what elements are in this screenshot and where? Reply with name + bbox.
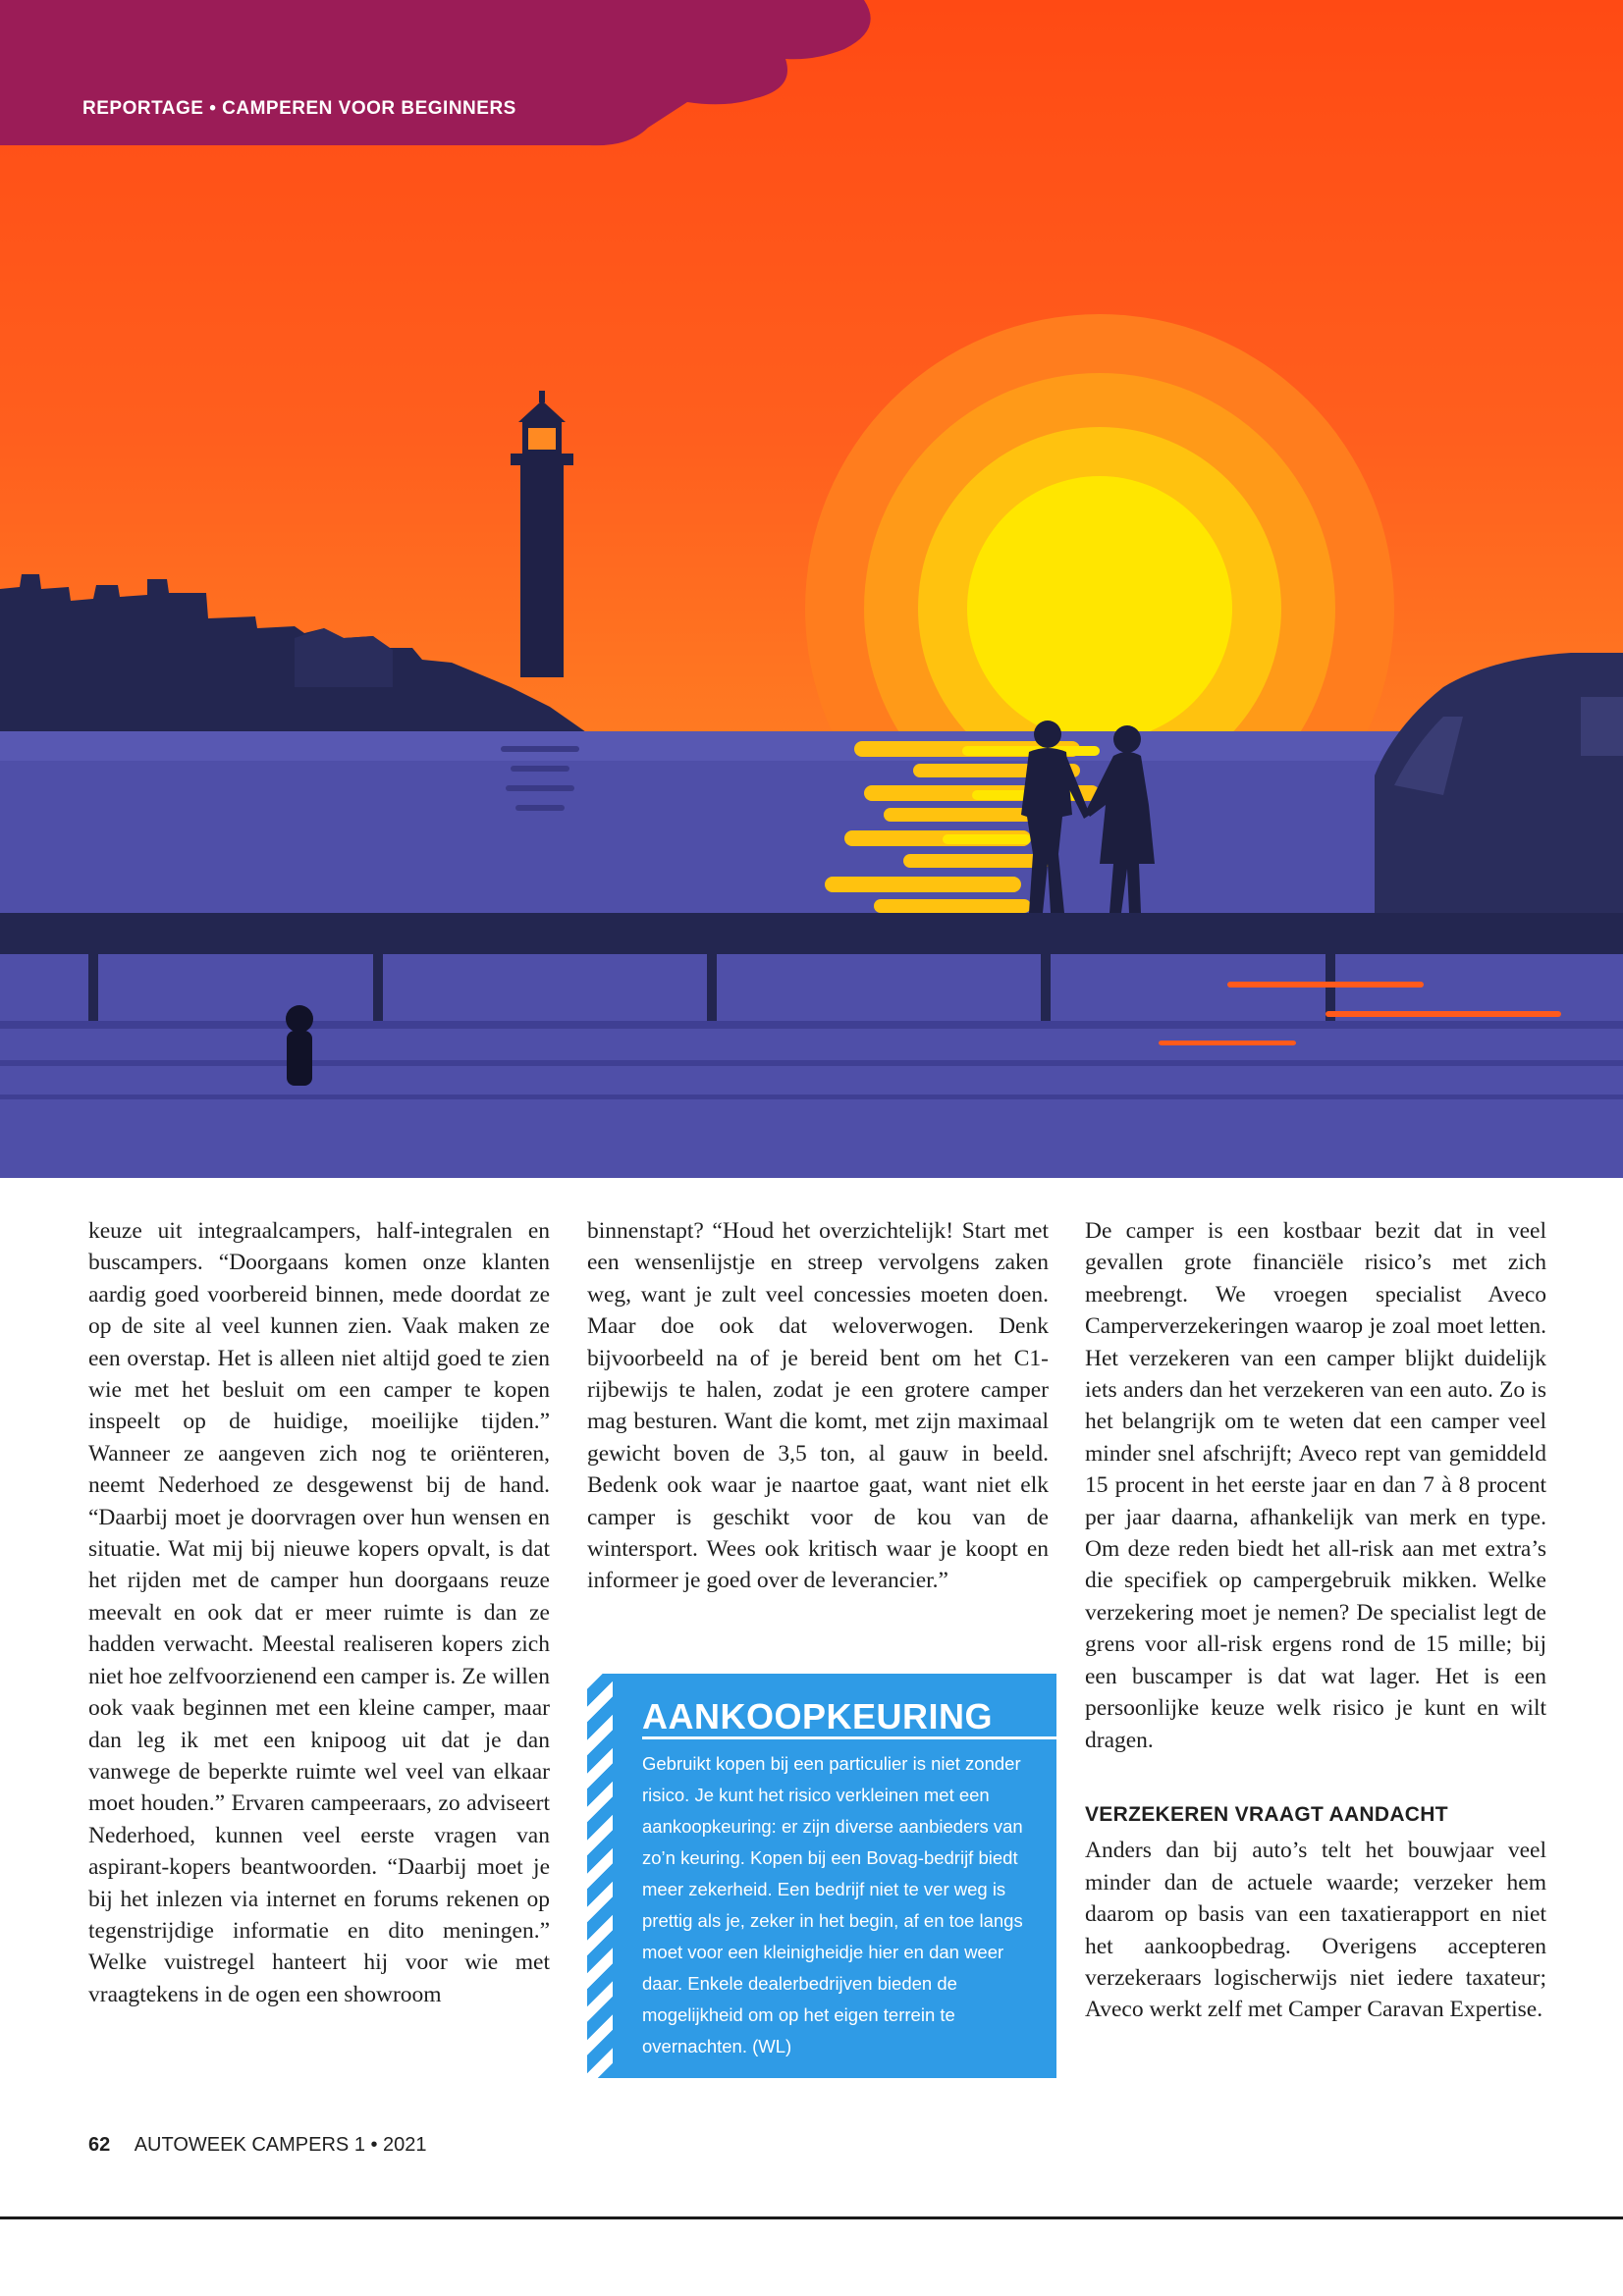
page-number: 62	[88, 2134, 111, 2156]
pier	[0, 913, 1623, 954]
page-footer	[88, 2134, 427, 2157]
subheading: VERZEKEREN VRAAGT AANDACHT	[1085, 1802, 1448, 1826]
decorative-stripes	[587, 1674, 613, 2078]
article-column-1	[88, 1215, 550, 2010]
sidebar-title: AANKOOPKEURING	[642, 1697, 1056, 1739]
article-paragraph: keuze uit integraalcampers, half-integralen en buscampers. “Doorgaans komen onze klanten aardig goed voorbereid binnen, mede doordat ze op de site al veel kunnen zien. Vaak maken ze een overstap. Het is alleen niet altijd goed te zien wie met het besluit om een camper te kopen inspeelt op de huidige, moeilijke tijden.” Wanneer ze aangeven zich nog te oriënteren, neemt Nederhoed ze desgewenst bij de hand. “Daarbij moet je doorvragen over hun wensen en situatie. Wat mij bij nieuwe kopers opvalt, is dat het rijden met de camper hun doorgaans reuze meevalt en ook dat er meer ruimte is dan ze hadden verwacht. Meestal realiseren kopers zich niet hoe zelfvoorzienend een camper is. Ze willen ook vaak beginnen met een kleine camper, maar dan leg ik met een knipoog uit dat je dan vanwege de beperkte ruimte wel veel van elkaar moet houden.” Ervaren campeeraars, zo adviseert Nederhoed, kunnen veel eerste vragen van aspirant-kopers beantwoorden. “Daarbij moet je bij het inlezen via internet en forums rekenen op tegenstrijdige informatie en dito meningen.” Welke vuistregel hanteert hij voor wie met vraagtekens in de ogen een showroom	[88, 1218, 550, 2007]
article-column-2	[587, 1215, 1049, 1597]
swimmer-silhouette-icon	[286, 1005, 313, 1086]
sidebar-aankoopkeuring	[587, 1674, 1056, 2078]
sidebar-body: Gebruikt kopen bij een particulier is niet zonder risico. Je kunt het risico verkleinen met een aankoopkeuring: er zijn diverse aanbieders van zo’n keuring. Kopen bij een Bovag-bedrijf biedt meer zekerheid. Een bedrijf niet te ver weg is prettig als je, zeker in het begin, af en toe langs moet voor een kleinigheidje hier en dan weer daar. Enkele dealerbedrijven bieden de mogelijkheid om op het eigen terrein te overnachten. (WL)	[642, 1753, 1023, 2056]
section-kicker: REPORTAGE • CAMPEREN VOOR BEGINNERS	[82, 98, 516, 119]
article-paragraph: De camper is een kostbaar bezit dat in veel gevallen grote financiële risico’s met zich meebrengt. We vroegen specialist Aveco Camperverzekeringen waarop je zoal moet letten. Het verzekeren van een camper blijkt duidelijk iets anders dan het verzekeren van een auto. Zo is het belangrijk om te weten dat een camper veel minder snel afschrijft; Aveco rept van gemiddeld 15 procent in het eerste jaar en dan 7 à 8 procent per jaar daarna, afhankelijk van merk en type. Om deze reden biedt het all-risk aan met extra’s die specifiek op campergebruik mikken. Welke verzekering moet je nemen? De specialist legt de grens voor all-risk ergens rond de 15 mille; bij een buscamper is dat wat lager. Het is een persoonlijke keuze welk risico je kunt en wilt dragen.	[1085, 1218, 1546, 1753]
article-paragraph: binnenstapt? “Houd het overzichtelijk! Start met een wensenlijstje en streep vervolgens zaken weg, want je zult veel concessies moeten doen. Maar doe ook dat weloverwogen. Denk bijvoorbeeld na of je bereid bent om het C1-rijbewijs te halen, zodat je een grotere camper mag besturen. Want die komt, met zijn maximaal gewicht boven de 3,5 ton, al gauw in beeld. Bedenk ook waar je naartoe gaat, want niet elk camper is geschikt voor de kou van de wintersport. Wees ook kritisch waar je koopt en informeer je goed over de leverancier.”	[587, 1218, 1049, 1594]
page-edge-divider	[0, 2216, 1623, 2219]
article-paragraph: Anders dan bij auto’s telt het bouwjaar veel minder dan de actuele waarde; verzeker hem daarom op basis van een taxatierapport en niet het aankoopbedrag. Overigens accepteren verzekeraars logischerwijs niet iedere taxateur; Aveco werkt zelf met Camper Caravan Expertise.	[1085, 1838, 1546, 2023]
publication-name: AUTOWEEK CAMPERS 1 • 2021	[134, 2134, 427, 2156]
article-column-3	[1085, 1215, 1546, 2026]
